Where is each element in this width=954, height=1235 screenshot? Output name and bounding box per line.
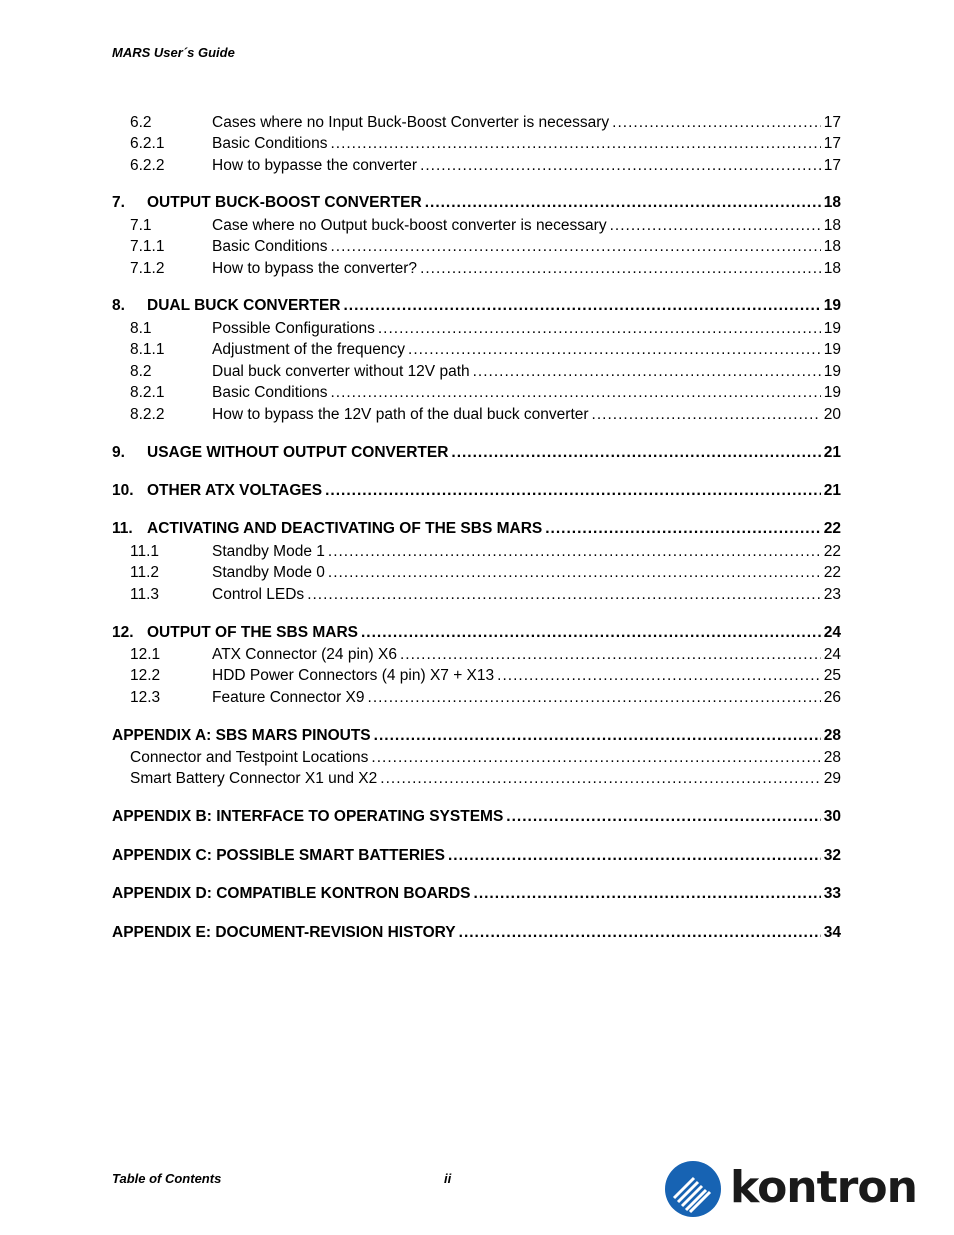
- toc-entry-page: 18: [823, 217, 841, 234]
- toc-entry[interactable]: [112, 585, 841, 605]
- toc-entry[interactable]: [112, 319, 841, 339]
- toc-entry-title: Basic Conditions: [212, 135, 328, 152]
- toc-leader-dots: [420, 156, 821, 176]
- footer-section-title: Table of Contents: [112, 1171, 222, 1186]
- toc-leader-dots: [473, 362, 821, 382]
- toc-entry-page: 28: [823, 727, 841, 744]
- toc-entry-number: 6.2: [130, 114, 152, 131]
- toc-leader-dots: [328, 563, 821, 583]
- toc-entry-title: Smart Battery Connector X1 und X2: [130, 770, 378, 787]
- toc-leader-dots: [368, 688, 821, 708]
- toc-entry-page: 17: [823, 157, 841, 174]
- toc-entry-page: 24: [823, 624, 841, 641]
- toc-entry-title: Basic Conditions: [212, 384, 328, 401]
- toc-entry-title: Dual buck converter without 12V path: [212, 363, 470, 380]
- toc-leader-dots: [497, 666, 821, 686]
- toc-entry-title: APPENDIX D: COMPATIBLE KONTRON BOARDS: [112, 885, 471, 902]
- toc-entry-title: APPENDIX B: INTERFACE TO OPERATING SYSTEMS: [112, 808, 504, 825]
- toc-entry-title: APPENDIX A: SBS MARS PINOUTS: [112, 727, 371, 744]
- toc-entry[interactable]: [112, 156, 841, 176]
- toc-entry[interactable]: [112, 645, 841, 665]
- toc-entry[interactable]: [112, 193, 841, 213]
- toc-entry-number: 8.2.2: [130, 406, 165, 423]
- toc-entry-title: How to bypass the 12V path of the dual buck converter: [212, 406, 589, 423]
- footer-page-number: ii: [444, 1171, 452, 1186]
- toc-entry-page: 19: [823, 297, 841, 314]
- toc-entry-page: 19: [823, 320, 841, 337]
- toc-entry-title: APPENDIX C: POSSIBLE SMART BATTERIES: [112, 847, 445, 864]
- toc-entry-page: 20: [823, 406, 841, 423]
- toc-leader-dots: [378, 319, 821, 339]
- toc-entry-page: 18: [823, 238, 841, 255]
- toc-entry-page: 18: [823, 194, 841, 211]
- toc-entry-number: 12.1: [130, 646, 161, 663]
- toc-entry[interactable]: [112, 923, 841, 943]
- toc-entry-number: 11.3: [130, 586, 160, 603]
- toc-entry-title: APPENDIX E: DOCUMENT-REVISION HISTORY: [112, 924, 456, 941]
- toc-leader-dots: [592, 405, 821, 425]
- toc-entry[interactable]: [112, 113, 841, 133]
- toc-entry[interactable]: [112, 623, 841, 643]
- toc-leader-dots: [448, 846, 821, 866]
- kontron-globe-icon: [664, 1160, 724, 1218]
- toc-entry[interactable]: [112, 405, 841, 425]
- toc-entry-title: ATX Connector (24 pin) X6: [212, 646, 397, 663]
- toc-entry-title: How to bypasse the converter: [212, 157, 418, 174]
- toc-entry[interactable]: [112, 846, 841, 866]
- toc-entry-title: ACTIVATING AND DEACTIVATING OF THE SBS MARS: [147, 520, 543, 537]
- toc-leader-dots: [307, 585, 821, 605]
- toc-leader-dots: [610, 216, 821, 236]
- toc-entry-number: 12.: [112, 624, 134, 641]
- toc-entry-title: How to bypass the converter?: [212, 260, 418, 277]
- toc-entry-title: OUTPUT OF THE SBS MARS: [147, 624, 358, 641]
- toc-entry[interactable]: [112, 362, 841, 382]
- toc-entry-page: 25: [823, 667, 841, 684]
- toc-entry-number: 11.1: [130, 543, 160, 560]
- toc-leader-dots: [459, 923, 821, 943]
- toc-entry[interactable]: [112, 259, 841, 279]
- toc-entry-title: Case where no Output buck-boost converter is necessary: [212, 217, 607, 234]
- toc-entry[interactable]: [112, 296, 841, 316]
- toc-entry-number: 9.: [112, 444, 125, 461]
- toc-leader-dots: [451, 443, 820, 463]
- toc-entry-number: 8.: [112, 297, 125, 314]
- page-header-title: MARS User´s Guide: [112, 45, 235, 60]
- toc-entry[interactable]: [112, 769, 841, 789]
- toc-entry-number: 8.2.1: [130, 384, 165, 401]
- toc-entry-page: 30: [823, 808, 841, 825]
- toc-entry-title: Control LEDs: [212, 586, 305, 603]
- toc-entry-page: 19: [823, 341, 841, 358]
- toc-entry-page: 22: [823, 543, 841, 560]
- toc-entry[interactable]: [112, 688, 841, 708]
- toc-entry-number: 7.1.2: [130, 260, 165, 277]
- toc-leader-dots: [325, 481, 821, 501]
- toc-leader-dots: [425, 193, 821, 213]
- toc-entry-page: 23: [823, 586, 841, 603]
- toc-entry-page: 17: [823, 135, 841, 152]
- toc-leader-dots: [330, 134, 820, 154]
- toc-entry[interactable]: [112, 216, 841, 236]
- toc-entry-page: 32: [823, 847, 841, 864]
- toc-entry-page: 24: [823, 646, 841, 663]
- toc-entry-number: 7.1: [130, 217, 152, 234]
- toc-entry-page: 21: [823, 444, 841, 461]
- toc-entry-title: Basic Conditions: [212, 238, 328, 255]
- toc-entry[interactable]: [112, 134, 841, 154]
- toc-leader-dots: [330, 383, 820, 403]
- toc-entry[interactable]: [112, 237, 841, 257]
- toc-entry-number: 6.2.2: [130, 157, 165, 174]
- toc-entry-title: Standby Mode 1: [212, 543, 325, 560]
- toc-leader-dots: [328, 542, 821, 562]
- toc-entry-title: Cases where no Input Buck-Boost Converter is necessary: [212, 114, 610, 131]
- toc-entry[interactable]: [112, 481, 841, 501]
- toc-leader-dots: [408, 340, 821, 360]
- toc-entry-page: 28: [823, 749, 841, 766]
- toc-entry-number: 12.3: [130, 689, 161, 706]
- toc-entry-page: 21: [823, 482, 841, 499]
- toc-entry[interactable]: [112, 666, 841, 686]
- toc-entry[interactable]: [112, 726, 841, 746]
- toc-entry[interactable]: [112, 542, 841, 562]
- toc-leader-dots: [474, 884, 821, 904]
- toc-leader-dots: [374, 726, 821, 746]
- toc-entry-title: DUAL BUCK CONVERTER: [147, 297, 341, 314]
- kontron-logo-text: kontron: [730, 1162, 917, 1213]
- toc-entry-page: 19: [823, 384, 841, 401]
- toc-entry-number: 8.2: [130, 363, 152, 380]
- toc-entry-page: 19: [823, 363, 841, 380]
- toc-entry[interactable]: [112, 383, 841, 403]
- toc-entry-title: Standby Mode 0: [212, 564, 325, 581]
- toc-entry-title: Adjustment of the frequency: [212, 341, 406, 358]
- toc-entry-title: Possible Configurations: [212, 320, 375, 337]
- toc-leader-dots: [361, 623, 821, 643]
- toc-entry-page: 34: [823, 924, 841, 941]
- toc-entry-number: 10.: [112, 482, 134, 499]
- toc-entry[interactable]: [112, 563, 841, 583]
- toc-entry-page: 22: [823, 564, 841, 581]
- toc-entry-number: 8.1.1: [130, 341, 165, 358]
- toc-entry-title: USAGE WITHOUT OUTPUT CONVERTER: [147, 444, 449, 461]
- toc-leader-dots: [506, 807, 820, 827]
- toc-entry-page: 26: [823, 689, 841, 706]
- toc-entry-number: 11.: [112, 520, 133, 537]
- toc-entry-number: 7.: [112, 194, 125, 211]
- toc-entry-number: 6.2.1: [130, 135, 165, 152]
- toc-entry-title: HDD Power Connectors (4 pin) X7 + X13: [212, 667, 495, 684]
- toc-entry-number: 7.1.1: [130, 238, 165, 255]
- toc-entry-title: OUTPUT BUCK-BOOST CONVERTER: [147, 194, 422, 211]
- toc-entry-page: 17: [823, 114, 841, 131]
- toc-entry[interactable]: [112, 748, 841, 768]
- toc-leader-dots: [330, 237, 820, 257]
- toc-entry-number: 12.2: [130, 667, 161, 684]
- toc-leader-dots: [400, 645, 821, 665]
- toc-entry-page: 18: [823, 260, 841, 277]
- kontron-logo: [664, 1160, 928, 1218]
- toc-entry-title: Feature Connector X9: [212, 689, 365, 706]
- toc-entry-number: 8.1: [130, 320, 152, 337]
- toc-entry[interactable]: [112, 340, 841, 360]
- toc-leader-dots: [420, 259, 821, 279]
- toc-leader-dots: [343, 296, 820, 316]
- toc-leader-dots: [612, 113, 821, 133]
- toc-entry[interactable]: [112, 443, 841, 463]
- toc-leader-dots: [380, 769, 820, 789]
- toc-entry-number: 11.2: [130, 564, 160, 581]
- toc-entry-title: Connector and Testpoint Locations: [130, 749, 369, 766]
- toc-leader-dots: [545, 519, 821, 539]
- toc-entry-title: OTHER ATX VOLTAGES: [147, 482, 323, 499]
- toc-leader-dots: [371, 748, 820, 768]
- toc-entry[interactable]: [112, 519, 841, 539]
- toc-entry-page: 29: [823, 770, 841, 787]
- toc-entry[interactable]: [112, 884, 841, 904]
- toc-entry[interactable]: [112, 807, 841, 827]
- toc-entry-page: 22: [823, 520, 841, 537]
- toc-entry-page: 33: [823, 885, 841, 902]
